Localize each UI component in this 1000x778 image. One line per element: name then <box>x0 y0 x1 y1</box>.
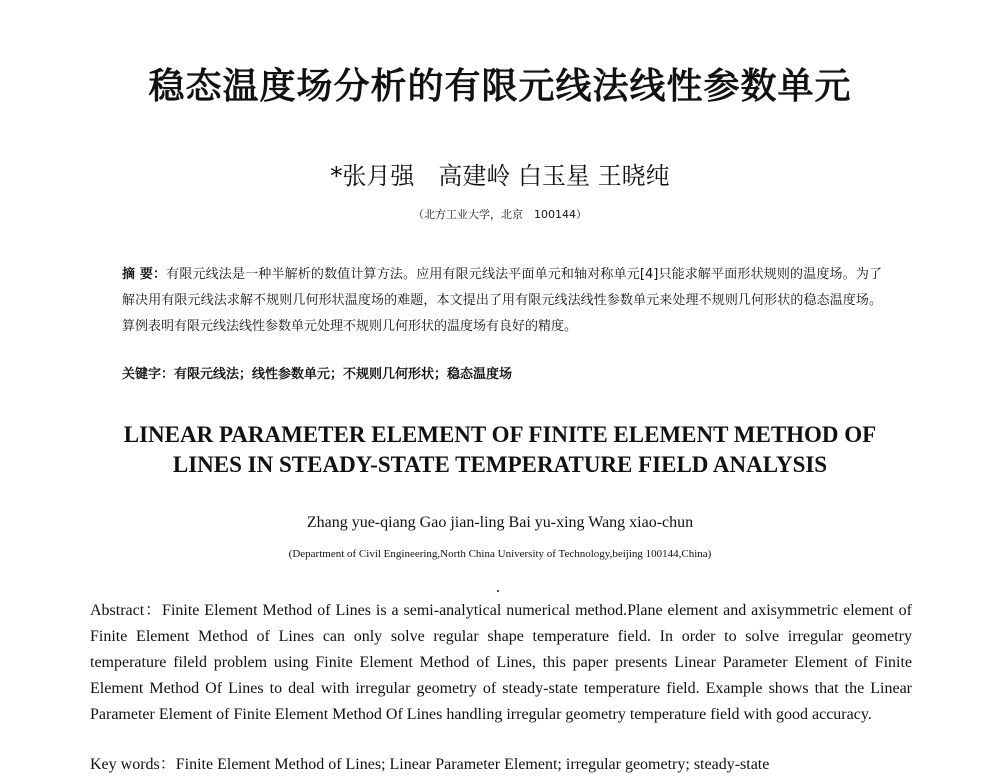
english-abstract-text: Finite Element Method of Lines is a semi-analytical numerical method.Plane element and axisymmetric element of Finite Element Method of Lines can only solve regular shape temperature field. In order to solve irregular geometry temperature fileld problem using Finite Element Method of Lines, this paper presents Linear Parameter Element of Finite Element Method Of Lines to deal with irregular geometry of steady-state temperature field. Example shows that the Linear Parameter Element of Finite Element Method Of Lines handling irregular geometry temperature field with good accuracy. <box>90 602 912 723</box>
chinese-abstract <box>122 262 882 340</box>
english-keywords-partial: Key words：Finite Element Method of Lines; Linear Parameter Element; irregular geometry; steady-state <box>90 756 770 773</box>
chinese-affiliation: （北方工业大学，北京 100144） <box>413 208 587 221</box>
english-title <box>0 420 1000 480</box>
english-abstract-label: Abstract： <box>90 602 163 619</box>
english-authors: Zhang yue-qiang Gao jian-ling Bai yu-xing Wang xiao-chun <box>306 514 694 531</box>
chinese-keywords-text: 有限元线法；线性参数单元；不规则几何形状；稳态温度场 <box>174 367 513 382</box>
chinese-authors: *张月强 高建岭 白玉星 王晓纯 <box>330 162 670 190</box>
chinese-abstract-label: 摘 要： <box>122 267 167 282</box>
english-abstract <box>90 598 912 728</box>
scan-speck <box>497 590 499 592</box>
chinese-keywords-label: 关键字： <box>122 367 175 382</box>
chinese-keywords <box>122 364 882 386</box>
chinese-title: 稳态温度场分析的有限元线法线性参数单元 <box>148 66 852 107</box>
chinese-abstract-text: 有限元线法是一种半解析的数值计算方法。应用有限元线法平面单元和轴对称单元[4]只能求解平面形状规则的温度场。为了解决用有限元线法求解不规则几何形状温度场的难题，本文提出了用有限元线法线性参数单元来处理不规则几何形状的稳态温度场。算例表明有限元线法线性参数单元处理不规则几何形状的温度场有良好的精度。 <box>122 267 882 334</box>
english-affiliation: (Department of Civil Engineering,North China University of Technology,beijing 100144,China) <box>288 548 712 560</box>
english-title-line-1: LINEAR PARAMETER ELEMENT OF FINITE ELEMENT METHOD OF <box>123 422 877 447</box>
english-title-line-2: LINES IN STEADY-STATE TEMPERATURE FIELD ANALYSIS <box>172 452 828 477</box>
